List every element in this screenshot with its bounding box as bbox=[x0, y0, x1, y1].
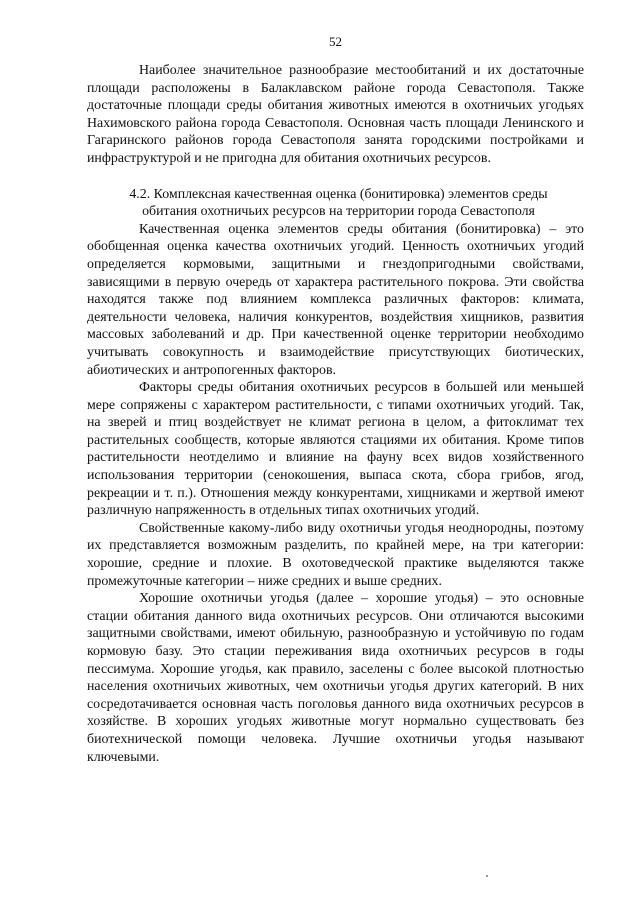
scan-speck bbox=[486, 875, 488, 877]
section-heading-line-2: обитания охотничьих ресурсов на территории города Севастополя bbox=[142, 204, 535, 220]
paragraph-habitat-factors: Факторы среды обитания охотничьих ресурсов в большей или меньшей мере сопряжены с характером растительности, с типами охотничьих угодий. Так, на зверей и птиц воздействует не климат региона в целом, а фитоклимат тех растительных сообществ, которые являются стациями их обитания. Кроме типов растительности неотделимо и влияние на фауну всех видов хозяйственного использования территории (сенокошения, выпаса скота, сбора грибов, ягод, рекреации и т. п.). Отношения между конкурентами, хищниками и жертвой имеют различную напряженность в отдельных типах охотничьих угодий. bbox=[87, 380, 584, 519]
paragraph-bonitation-definition: Качественная оценка элементов среды обитания (бонитировка) – это обобщенная оценка качества охотничьих угодий. Ценность охотничьих угодий определяется кормовыми, защитными и гнездопригодными свойствами, зависящими в первую очередь от характера растительного покрова. Эти свойства находятся также под влиянием комплекса различных факторов: климата, деятельности человека, наличия конкурентов, воздействия хищников, развития массовых заболеваний и др. При качественной оценке территории необходимо учитывать совокупность и взаимодействие присутствующих биотических, абиотических и антропогенных факторов. bbox=[87, 221, 584, 378]
intro-paragraph: Наиболее значительное разнообразие местообитаний и их достаточные площади расположены в Балаклавском районе города Севастополя. Также достаточные площади среды обитания животных имеются в охотничьих угодьях Нахимовского района города Севастополя. Основная часть площади Ленинского и Гагаринского районов города Севастополя занята городскими постройками и инфраструктурой и не пригодна для обитания охотничьих ресурсов. bbox=[87, 63, 584, 166]
section-heading-line-1: 4.2. Комплексная качественная оценка (бонитировка) элементов среды bbox=[129, 186, 548, 202]
paragraph-good-habitats: Хорошие охотничьи угодья (далее – хорошие угодья) – это основные стации обитания данного вида охотничьих ресурсов. Они отличаются высокими защитными свойствами, имеют обильную, разнообразную и устойчивую по годам кормовую базу. Это стации переживания вида охотничьих ресурсов в годы пессимума. Хорошие угодья, как правило, заселены с более высокой плотностью населения охотничьих животных, чем охотничьи угодья других категорий. В них сосредотачивается основная часть поголовья данного вида охотничьих ресурсов в хозяйстве. В хороших угодьях животные могут нормально существовать без биотехнической помощи человека. Лучшие охотничьи угодья называют ключевыми. bbox=[87, 591, 584, 765]
section-heading bbox=[87, 186, 584, 221]
page-number: 52 bbox=[329, 34, 342, 49]
paragraph-habitat-categories: Свойственные какому-либо виду охотничьи угодья неоднородны, поэтому их представляется возможным разделить, по крайней мере, на три категории: хорошие, средние и плохие. В охотоведческой практике выделяются также промежуточные категории – ниже средних и выше средних. bbox=[87, 520, 584, 589]
